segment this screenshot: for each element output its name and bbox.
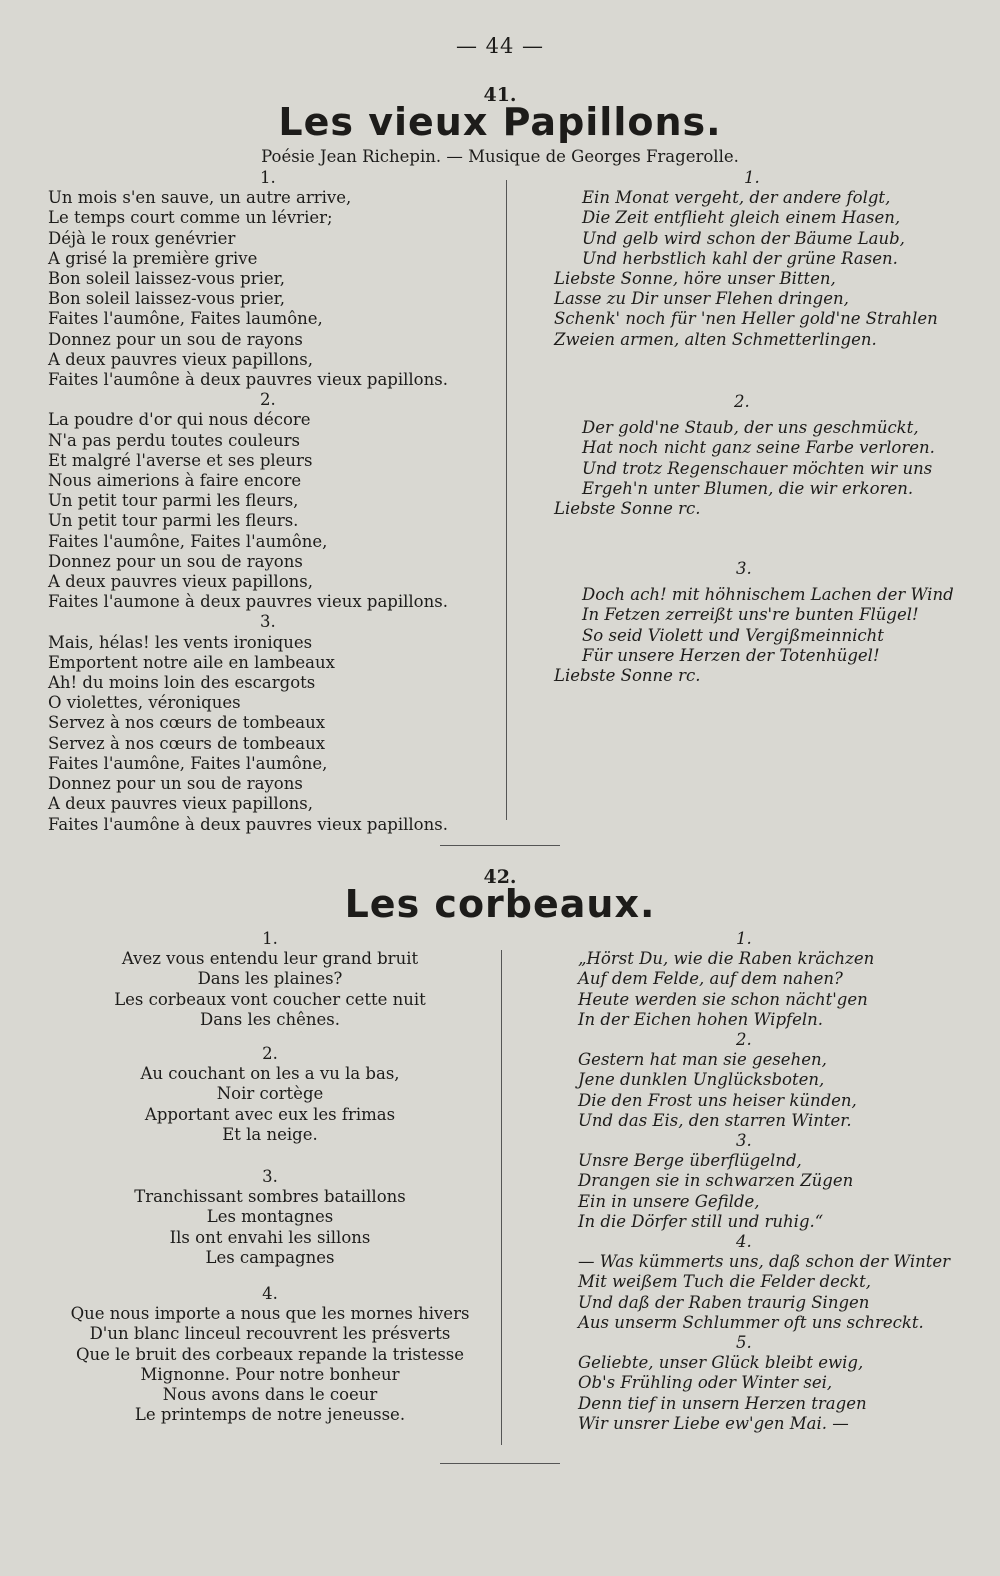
verse-line: Ergeh'n unter Blumen, die wir erkoren. bbox=[582, 478, 914, 498]
verse-line: Und daß der Raben traurig Singen bbox=[578, 1292, 870, 1312]
song-41-german-verse-3 bbox=[554, 559, 984, 686]
song-41-title: Les vieux Papillons. bbox=[278, 100, 722, 144]
verse-line: Die Zeit entflieht gleich einem Hasen, bbox=[582, 208, 901, 228]
verse-number: 5. bbox=[736, 1333, 752, 1353]
verse-line: Servez à nos cœurs de tombeaux bbox=[48, 713, 325, 733]
verse-number: 1. bbox=[736, 929, 752, 948]
verse-line: Denn tief in unsern Herzen tragen bbox=[578, 1393, 867, 1413]
verse-line: Le temps court comme un lévrier; bbox=[48, 208, 333, 228]
verse-line: Dans les plaines? bbox=[197, 969, 343, 989]
verse-line: Hat noch nicht ganz seine Farbe verloren. bbox=[582, 438, 935, 458]
verse-line: Jene dunklen Unglücksboten, bbox=[578, 1070, 825, 1090]
verse-line: Ah! du moins loin des escargots bbox=[48, 673, 316, 693]
verse-line: Emportent notre aile en lambeaux bbox=[48, 652, 335, 672]
verse-line: A deux pauvres vieux papillons, bbox=[48, 794, 313, 814]
song-42-number: 42. bbox=[483, 866, 517, 888]
verse-line: Donnez pour un sou de rayons bbox=[48, 551, 303, 571]
verse-line: A deux pauvres vieux papillons, bbox=[48, 349, 313, 369]
column-divider bbox=[501, 950, 502, 1445]
verse-number: 3. bbox=[260, 612, 276, 632]
verse-line: Der gold'ne Staub, der uns geschmückt, bbox=[582, 418, 919, 438]
verse-line: A deux pauvres vieux papillons, bbox=[48, 572, 313, 592]
verse-line: Un mois s'en sauve, un autre arrive, bbox=[48, 188, 352, 208]
verse-line: Que le bruit des corbeaux repande la tristesse bbox=[75, 1344, 465, 1364]
verse-number: 2. bbox=[260, 390, 276, 410]
verse-line: Doch ach! mit höhnischem Lachen der Wind bbox=[582, 585, 954, 605]
song-41-number: 41. bbox=[483, 84, 517, 106]
verse-line: Ein in unsere Gefilde, bbox=[578, 1191, 760, 1211]
verse-line: Ils ont envahi les sillons bbox=[169, 1227, 371, 1247]
column-divider bbox=[506, 180, 507, 820]
verse-line: Lasse zu Dir unser Flehen dringen, bbox=[554, 289, 849, 309]
verse-line: Geliebte, unser Glück bleibt ewig, bbox=[578, 1353, 864, 1373]
song-41-german-text bbox=[554, 168, 984, 350]
verse-line: Und herbstlich kahl der grüne Rasen. bbox=[582, 248, 898, 268]
verse-line: Et malgré l'averse et ses pleurs bbox=[48, 450, 313, 470]
page-number: — 44 — bbox=[455, 34, 545, 58]
verse-number: 4. bbox=[262, 1284, 278, 1304]
verse-line: So seid Violett und Vergißmeinnicht bbox=[582, 625, 884, 645]
song-41-german-verse-2 bbox=[554, 392, 984, 519]
verse-line: Und gelb wird schon der Bäume Laub, bbox=[582, 228, 905, 248]
verse-number: 1. bbox=[260, 168, 276, 187]
verse-line: Faites l'aumône, Faites l'aumône, bbox=[48, 753, 328, 773]
verse-line: Faites l'aumône, Faites l'aumône, bbox=[48, 531, 328, 551]
verse-line: Liebste Sonne rc. bbox=[554, 666, 701, 686]
verse-line: Noir cortège bbox=[216, 1084, 324, 1104]
verse-line: Avez vous entendu leur grand bruit bbox=[121, 949, 419, 969]
verse-number: 3. bbox=[262, 1167, 278, 1187]
verse-line: Mais, hélas! les vents ironiques bbox=[48, 632, 313, 652]
verse-line: Drangen sie in schwarzen Zügen bbox=[578, 1171, 854, 1191]
verse-line: La poudre d'or qui nous décore bbox=[48, 410, 311, 430]
verse-line: — Was kümmerts uns, daß schon der Winter bbox=[578, 1252, 951, 1272]
verse-line: In die Dörfer still und ruhig.“ bbox=[578, 1211, 824, 1231]
verse-number: 1. bbox=[262, 929, 278, 948]
song-42-french-text bbox=[30, 929, 510, 1425]
verse-line: Ob's Frühling oder Winter sei, bbox=[578, 1373, 833, 1393]
verse-line: Le printemps de notre jeneusse. bbox=[134, 1405, 406, 1425]
verse-line: Liebste Sonne, höre unser Bitten, bbox=[554, 269, 836, 289]
verse-line: Unsre Berge überflügelnd, bbox=[578, 1151, 802, 1171]
verse-line: Faites l'aumone à deux pauvres vieux papillons. bbox=[48, 592, 448, 612]
verse-line: Für unsere Herzen der Totenhügel! bbox=[582, 645, 880, 665]
verse-line: Aus unserm Schlummer oft uns schreckt. bbox=[578, 1312, 924, 1332]
verse-number: 3. bbox=[736, 559, 752, 578]
verse-line: Die den Frost uns heiser künden, bbox=[578, 1090, 857, 1110]
verse-line: Donnez pour un sou de rayons bbox=[48, 774, 303, 794]
verse-line: Zweien armen, alten Schmetterlingen. bbox=[554, 329, 877, 349]
verse-line: Schenk' noch für 'nen Heller gold'ne Strahlen bbox=[554, 309, 938, 329]
verse-line: Liebste Sonne rc. bbox=[554, 499, 701, 519]
verse-line: Les campagnes bbox=[205, 1247, 335, 1267]
verse-line: N'a pas perdu toutes couleurs bbox=[48, 430, 300, 450]
verse-line: Au couchant on les a vu la bas, bbox=[140, 1064, 400, 1084]
verse-line: Déjà le roux genévrier bbox=[48, 228, 236, 248]
song-41-credit: Poésie Jean Richepin. — Musique de Georges Fragerolle. bbox=[261, 147, 739, 166]
section-divider bbox=[440, 1463, 560, 1464]
verse-line: Faites l'aumône, Faites laumône, bbox=[48, 309, 323, 329]
verse-line: Heute werden sie schon nächt'gen bbox=[578, 989, 868, 1009]
verse-line: Faites l'aumône à deux pauvres vieux papillons. bbox=[48, 814, 448, 834]
verse-line: Auf dem Felde, auf dem nahen? bbox=[578, 969, 843, 989]
verse-line: Apportant avec eux les frimas bbox=[144, 1104, 396, 1124]
verse-line: Que nous importe a nous que les mornes hivers bbox=[70, 1304, 470, 1324]
verse-line: Faites l'aumône à deux pauvres vieux papillons. bbox=[48, 370, 448, 390]
verse-line: Dans les chênes. bbox=[200, 1009, 340, 1029]
verse-line: Und trotz Regenschauer möchten wir uns bbox=[582, 458, 933, 478]
verse-line: In der Eichen hohen Wipfeln. bbox=[578, 1009, 824, 1029]
song-42-title: Les corbeaux. bbox=[344, 882, 656, 926]
verse-line: Ein Monat vergeht, der andere folgt, bbox=[582, 188, 891, 208]
verse-line: A grisé la première grive bbox=[48, 248, 258, 268]
verse-line: Nous aimerions à faire encore bbox=[48, 471, 302, 491]
verse-number: 2. bbox=[736, 1030, 752, 1050]
verse-line: In Fetzen zerreißt uns're bunten Flügel! bbox=[582, 605, 919, 625]
verse-line: Wir unsrer Liebe ew'gen Mai. — bbox=[578, 1413, 849, 1433]
verse-line: Tranchissant sombres bataillons bbox=[134, 1187, 406, 1207]
verse-line: Servez à nos cœurs de tombeaux bbox=[48, 733, 325, 753]
verse-number: 4. bbox=[736, 1232, 752, 1252]
section-divider bbox=[440, 845, 560, 846]
verse-line: Et la neige. bbox=[222, 1124, 318, 1144]
verse-line: D'un blanc linceul recouvrent les présverts bbox=[89, 1324, 451, 1344]
verse-number: 2. bbox=[262, 1044, 278, 1064]
verse-line: Les montagnes bbox=[206, 1207, 334, 1227]
verse-line: Un petit tour parmi les fleurs. bbox=[48, 511, 299, 531]
song-42-german-text bbox=[578, 929, 978, 1434]
verse-line: Un petit tour parmi les fleurs, bbox=[48, 491, 299, 511]
verse-line: Donnez pour un sou de rayons bbox=[48, 329, 303, 349]
verse-line: Bon soleil laissez-vous prier, bbox=[48, 289, 285, 309]
verse-line: Und das Eis, den starren Winter. bbox=[578, 1110, 852, 1130]
verse-number: 2. bbox=[734, 392, 750, 411]
song-41-french-text bbox=[48, 168, 498, 835]
verse-line: „Hörst Du, wie die Raben krächzen bbox=[578, 949, 875, 969]
verse-number: 1. bbox=[744, 168, 760, 187]
verse-line: Mit weißem Tuch die Felder deckt, bbox=[578, 1272, 871, 1292]
verse-line: Les corbeaux vont coucher cette nuit bbox=[114, 989, 426, 1009]
verse-line: O violettes, véroniques bbox=[48, 693, 241, 713]
verse-line: Mignonne. Pour notre bonheur bbox=[140, 1364, 400, 1384]
verse-line: Gestern hat man sie gesehen, bbox=[578, 1050, 827, 1070]
verse-line: Bon soleil laissez-vous prier, bbox=[48, 269, 285, 289]
verse-line: Nous avons dans le coeur bbox=[162, 1385, 378, 1405]
verse-number: 3. bbox=[736, 1131, 752, 1151]
